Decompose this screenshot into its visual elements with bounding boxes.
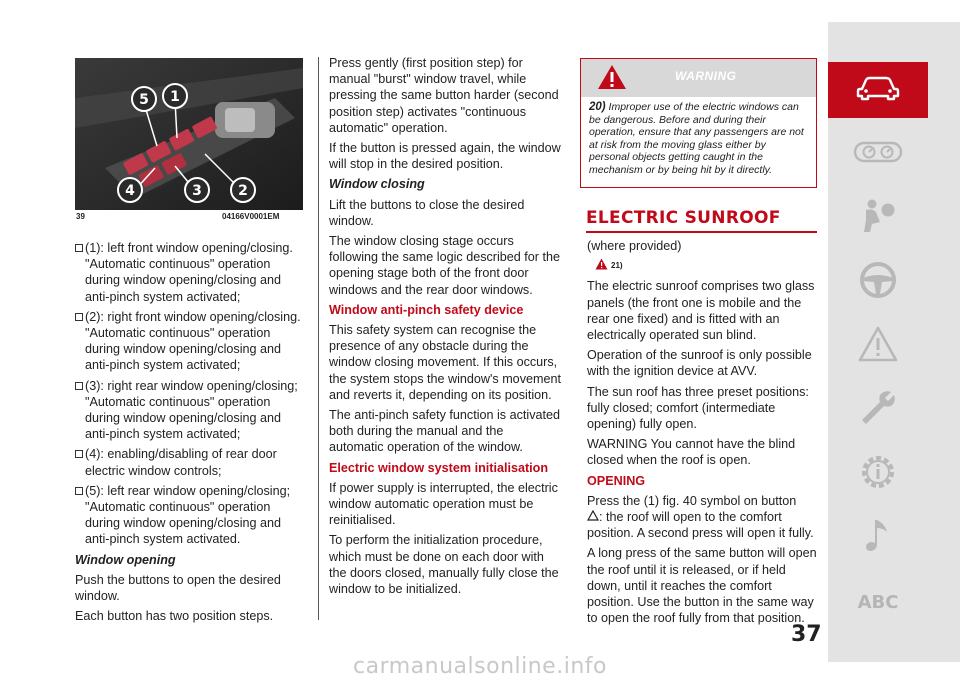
warning-box: [580, 58, 817, 188]
window-switch-illustration: [75, 58, 303, 210]
paragraph: The electric sunroof comprises two glass panels (the front one is mobile and the rear one fixed) and is fitted with an electrically operated sun blind.: [587, 279, 815, 343]
paragraph: The sun roof has three preset positions: fully closed; comfort (intermediate opening) fully open.: [587, 384, 809, 432]
sidebar-item-maintenance[interactable]: [828, 382, 928, 438]
svg-text:2: 2: [238, 183, 248, 199]
sidebar-item-instruments[interactable]: [828, 126, 928, 182]
sidebar-item-car[interactable]: [828, 62, 928, 118]
paragraph: The window closing stage occurs following the same logic described for the opening stage both of the front door windows and the rear door windows.: [329, 234, 561, 297]
sidebar-item-emergency[interactable]: [828, 318, 928, 374]
paragraph: WARNING You cannot have the blind closed when the roof is open.: [587, 437, 796, 468]
paragraph: This safety system can recognise the presence of any obstacle during the window closing movement. If this occurs, the system stops the window's movement and reverts it, depending on its position.: [329, 323, 561, 402]
window-opening-heading: Window opening: [75, 552, 176, 567]
paragraph: Press the (1) fig. 40 symbol on button : the roof will open to the comfort position. A second press will open it fully.: [587, 493, 814, 541]
gauges-icon: [853, 139, 903, 170]
checkbox-bullet-icon: [75, 450, 83, 458]
paragraph: A long press of the same button will open the roof until it is released, or if held down, until it reaches the comfort position. Use the button in the same way to open the roof fully from that position.: [587, 546, 817, 626]
callout-5: [132, 87, 156, 111]
svg-text:1: 1: [170, 89, 180, 105]
watermark: carmanualsonline.info: [353, 654, 607, 679]
sidebar-item-driving[interactable]: [828, 254, 928, 310]
warning-number: 20): [589, 101, 606, 113]
window-switch-photo: [75, 58, 303, 210]
paragraph: Each button has two position steps.: [75, 609, 274, 624]
svg-text:3: 3: [192, 183, 202, 199]
sidebar-item-technical-data[interactable]: [828, 446, 928, 502]
bullet-item: (4): enabling/disabling of rear door electric window controls;: [75, 446, 307, 478]
column-3: [587, 238, 817, 630]
bullet-item: (2): right front window opening/closing. "Automatic continuous" operation during window opening/closing and anti-pinch system activated;: [75, 309, 307, 374]
svg-text:4: 4: [125, 183, 135, 199]
checkbox-bullet-icon: [75, 244, 83, 252]
figure-code: 04166V0001EM: [222, 212, 280, 221]
warning-reference: 21): [587, 258, 817, 274]
bullet-item: (1): left front window opening/closing. "Automatic continuous" operation during window opening/closing and anti-pinch system activated;: [75, 240, 307, 305]
paragraph: Press gently (first position step) for manual "burst" window travel, while pressing the same button harder (second position step) activates "continuous automatic" operation.: [329, 56, 559, 135]
paragraph: The anti-pinch safety function is activated both during the manual and the automatic operation of the window.: [329, 408, 561, 455]
page-number: 37: [791, 622, 822, 647]
paragraph: If the button is pressed again, the window will stop in the desired position.: [329, 141, 561, 172]
column-1: [75, 240, 307, 628]
where-provided: (where provided): [587, 239, 682, 253]
bullet-item: (3): right rear window opening/closing; "Automatic continuous" operation during window opening/closing and anti-pinch system activated;: [75, 378, 307, 443]
airbag-icon: [858, 196, 898, 241]
index-label: ABC: [857, 591, 899, 613]
column-2: [329, 55, 561, 601]
callout-3: [185, 178, 209, 202]
opening-heading: OPENING: [587, 473, 646, 488]
steering-wheel-icon: [858, 260, 898, 305]
paragraph: Lift the buttons to close the desired window.: [329, 197, 525, 228]
sidebar-item-safety[interactable]: [828, 190, 928, 246]
paragraph: Push the buttons to open the desired window.: [75, 572, 281, 604]
warning-triangle-icon: [595, 258, 608, 274]
checkbox-bullet-icon: [75, 487, 83, 495]
gear-info-icon: [857, 451, 899, 498]
paragraph: If power supply is interrupted, the electric window automatic operation must be reinitialised.: [329, 480, 558, 528]
callout-4: [118, 178, 142, 202]
section-heading: ELECTRIC SUNROOF: [586, 208, 817, 233]
paragraph: To perform the initialization procedure, which must be done on each door with the doors closed, manually fully close the window to be initialized.: [329, 533, 559, 597]
chapter-sidebar: [828, 22, 960, 662]
warning-text: Improper use of the electric windows can be dangerous. Before and during their operation, ensure that any passengers are not at risk from the moving glass either by personal objects getting caught in the mechanism or by being hit by it directly.: [589, 101, 804, 176]
initialisation-heading: Electric window system initialisation: [329, 460, 549, 475]
sidebar-item-index[interactable]: [828, 574, 928, 630]
checkbox-bullet-icon: [75, 313, 83, 321]
window-closing-heading: Window closing: [329, 177, 425, 192]
column-divider: [318, 57, 319, 620]
warning-body: [581, 97, 816, 177]
checkbox-bullet-icon: [75, 382, 83, 390]
roof-open-symbol-icon: [587, 510, 599, 524]
wrench-icon: [858, 388, 898, 433]
warning-triangle-icon: [597, 63, 627, 96]
warning-title: WARNING: [675, 69, 737, 83]
bullet-item: (5): left rear window opening/closing; "Automatic continuous" operation during window opening/closing and anti-pinch system activated.: [75, 483, 307, 548]
svg-text:5: 5: [139, 92, 149, 108]
callout-1: [163, 84, 187, 108]
car-icon: [856, 75, 900, 106]
figure-number: 39: [76, 212, 85, 221]
warning-triangle-icon: [857, 325, 899, 368]
paragraph: Operation of the sunroof is only possible with the ignition device at AVV.: [587, 348, 812, 379]
music-note-icon: [861, 516, 895, 561]
sidebar-item-multimedia[interactable]: [828, 510, 928, 566]
antipinch-heading: Window anti-pinch safety device: [329, 302, 524, 317]
callout-2: [231, 178, 255, 202]
warning-header: [581, 59, 816, 97]
